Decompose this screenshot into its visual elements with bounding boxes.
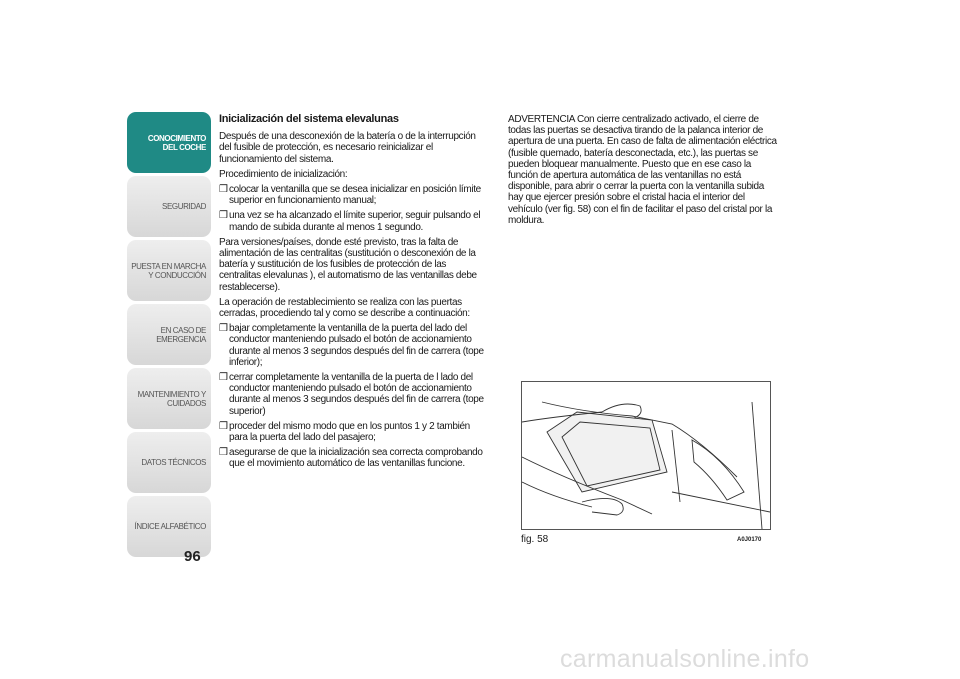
car-window-illustration xyxy=(522,382,770,529)
paragraph: Después de una desconexión de la batería o de la interrupción del fusible de protección, es necesario reinicializar el funcionamiento del sistema. xyxy=(219,131,476,165)
figure-code: A0J0170 xyxy=(737,537,762,543)
list-item: ❒ proceder del mismo modo que en los puntos 1 y 2 también para la puerta del lado del pasajero; xyxy=(219,420,470,444)
figure-58 xyxy=(521,381,771,530)
list-item: ❒ una vez se ha alcanzado el límite superior, seguir pulsando el mando de subida durante al menos 1 segundo. xyxy=(219,210,481,233)
right-column xyxy=(508,114,780,230)
figure-caption: fig. 58 xyxy=(521,534,549,545)
checkbox-bullet-icon: ❒ xyxy=(219,447,228,459)
list-item: ❒ bajar completamente la ventanilla de la puerta del lado del conductor manteniendo pulsado el botón de accionamiento durante al menos 3 segundos después del fin de carrera (tope inferior); xyxy=(219,323,484,368)
tab-datos-tecnicos[interactable]: DATOS TÉCNICOS xyxy=(127,432,211,493)
list-item: ❒ asegurarse de que la inicialización sea correcta comprobando que el movimiento automático de las ventanillas funcione. xyxy=(219,447,483,470)
tab-conocimiento[interactable]: CONOCIMIENTO DEL COCHE xyxy=(127,112,211,173)
list-item: ❒ cerrar completamente la ventanilla de la puerta de l lado del conductor manteniendo pulsado el botón de accionamiento durante al menos 3 segundos después del fin de carrera (tope superior) xyxy=(219,372,484,417)
page-number: 96 xyxy=(184,548,201,565)
checkbox-bullet-icon: ❒ xyxy=(219,372,228,384)
tab-mantenimiento[interactable]: MANTENIMIENTO Y CUIDADOS xyxy=(127,368,211,429)
paragraph: Para versiones/países, donde esté previsto, tras la falta de alimentación de las centralitas (sustitución o desconexión de la batería y sustitución de los fusibles de protección de las centralitas elevalunas ), el automatismo de las ventanillas debe restablecerse). xyxy=(219,236,477,293)
section-heading: Inicialización del sistema elevalunas xyxy=(219,113,399,125)
paragraph: La operación de restablecimiento se realiza con las puertas cerradas, procediendo tal y como se describe a continuación: xyxy=(219,296,470,320)
checkbox-bullet-icon: ❒ xyxy=(219,184,228,196)
checkbox-bullet-icon: ❒ xyxy=(219,323,228,335)
tab-emergencia[interactable]: EN CASO DE EMERGENCIA xyxy=(127,304,211,365)
checkbox-bullet-icon: ❒ xyxy=(219,210,228,222)
left-column xyxy=(219,114,489,474)
tab-puesta-en-marcha[interactable]: PUESTA EN MARCHA Y CONDUCCIÓN xyxy=(127,240,211,301)
chapter-sidebar xyxy=(127,112,211,560)
watermark: carmanualsonline.info xyxy=(560,645,810,673)
checkbox-bullet-icon: ❒ xyxy=(219,420,228,432)
warning-paragraph: ADVERTENCIA Con cierre centralizado activado, el cierre de todas las puertas se desactiva tirando de la palanca interior de apertura de una puerta. En caso de falta de alimentación eléctrica (fusible quemado, batería desconectada, etc.), las puertas se pueden bloquear manualmente. Puesto que en ese caso la función de apertura automática de las ventanillas no está disponible, para abrir o cerrar la puerta con la ventanilla subida hay que ejercer presión sobre el cristal hacia el interior del vehículo (ver fig. 58) con el fin de facilitar el paso del cristal por la moldura. xyxy=(508,114,777,226)
list-item: ❒ colocar la ventanilla que se desea inicializar en posición límite superior en funcionamiento manual; xyxy=(219,184,481,207)
tab-indice[interactable]: ÍNDICE ALFABÉTICO xyxy=(127,496,211,557)
paragraph: Procedimiento de inicialización: xyxy=(219,168,348,180)
tab-seguridad[interactable]: SEGURIDAD xyxy=(127,176,211,237)
